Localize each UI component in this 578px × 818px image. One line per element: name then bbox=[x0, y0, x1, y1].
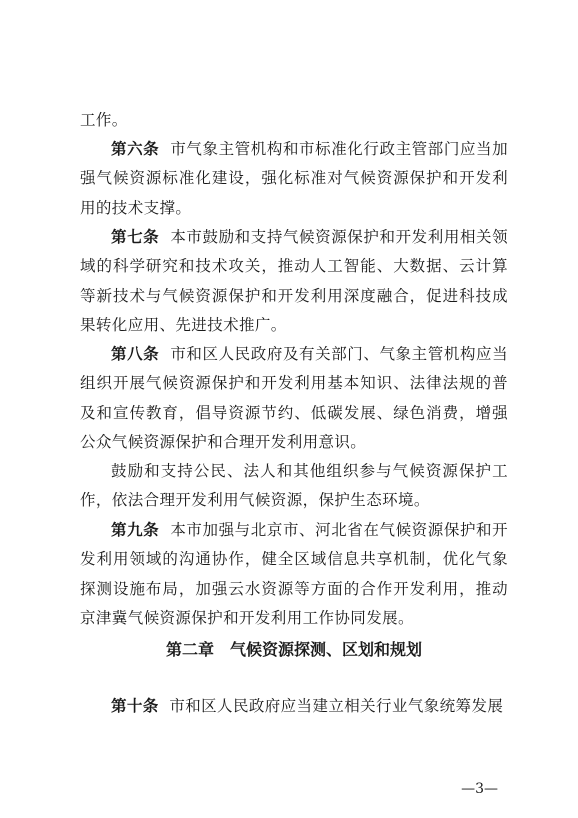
article-9 bbox=[80, 516, 508, 633]
article-label: 第六条 bbox=[111, 140, 160, 158]
chapter-title: 第二章 气候资源探测、区划和规划 bbox=[165, 640, 422, 659]
article-8-para-2 bbox=[80, 457, 508, 516]
article-text: 市和区人民政府及有关部门、气象主管机构应当组织开展气候资源保护和开发利用基本知识、法律法规的普及和宣传教育，倡导资源节约、低碳发展、绿色消费，增强公众气候资源保护和合理开发利用意识。 bbox=[80, 345, 509, 451]
page-number: —3— bbox=[461, 781, 498, 797]
article-6 bbox=[80, 135, 508, 223]
article-text: 市气象主管机构和市标准化行政主管部门应当加强气候资源标准化建设，强化标准对气候资源保护和开发利用的技术支撑。 bbox=[80, 140, 509, 217]
article-label: 第八条 bbox=[111, 345, 160, 363]
article-text: 本市加强与北京市、河北省在气候资源保护和开发利用领域的沟通协作，健全区域信息共享机制，优化气象探测设施布局，加强云水资源等方面的合作开发利用，推动京津冀气候资源保护和开发利用工作协同发展。 bbox=[80, 521, 509, 627]
article-label: 第十条 bbox=[111, 697, 159, 715]
article-label: 第七条 bbox=[111, 228, 160, 246]
article-text: 鼓励和支持公民、法人和其他组织参与气候资源保护工作，依法合理开发利用气候资源，保护生态环境。 bbox=[80, 462, 508, 510]
article-label: 第九条 bbox=[111, 521, 160, 539]
continuation-text: 工作。 bbox=[80, 111, 128, 129]
article-10 bbox=[80, 692, 508, 721]
article-text: 市和区人民政府应当建立相关行业气象统筹发展 bbox=[169, 697, 504, 715]
article-8 bbox=[80, 340, 508, 457]
article-text: 本市鼓励和支持气候资源保护和开发利用相关领域的科学研究和技术攻关，推动人工智能、大数据、云计算等新技术与气候资源保护和开发利用深度融合，促进科技成果转化应用、先进技术推广。 bbox=[80, 228, 509, 334]
article-7 bbox=[80, 223, 508, 340]
